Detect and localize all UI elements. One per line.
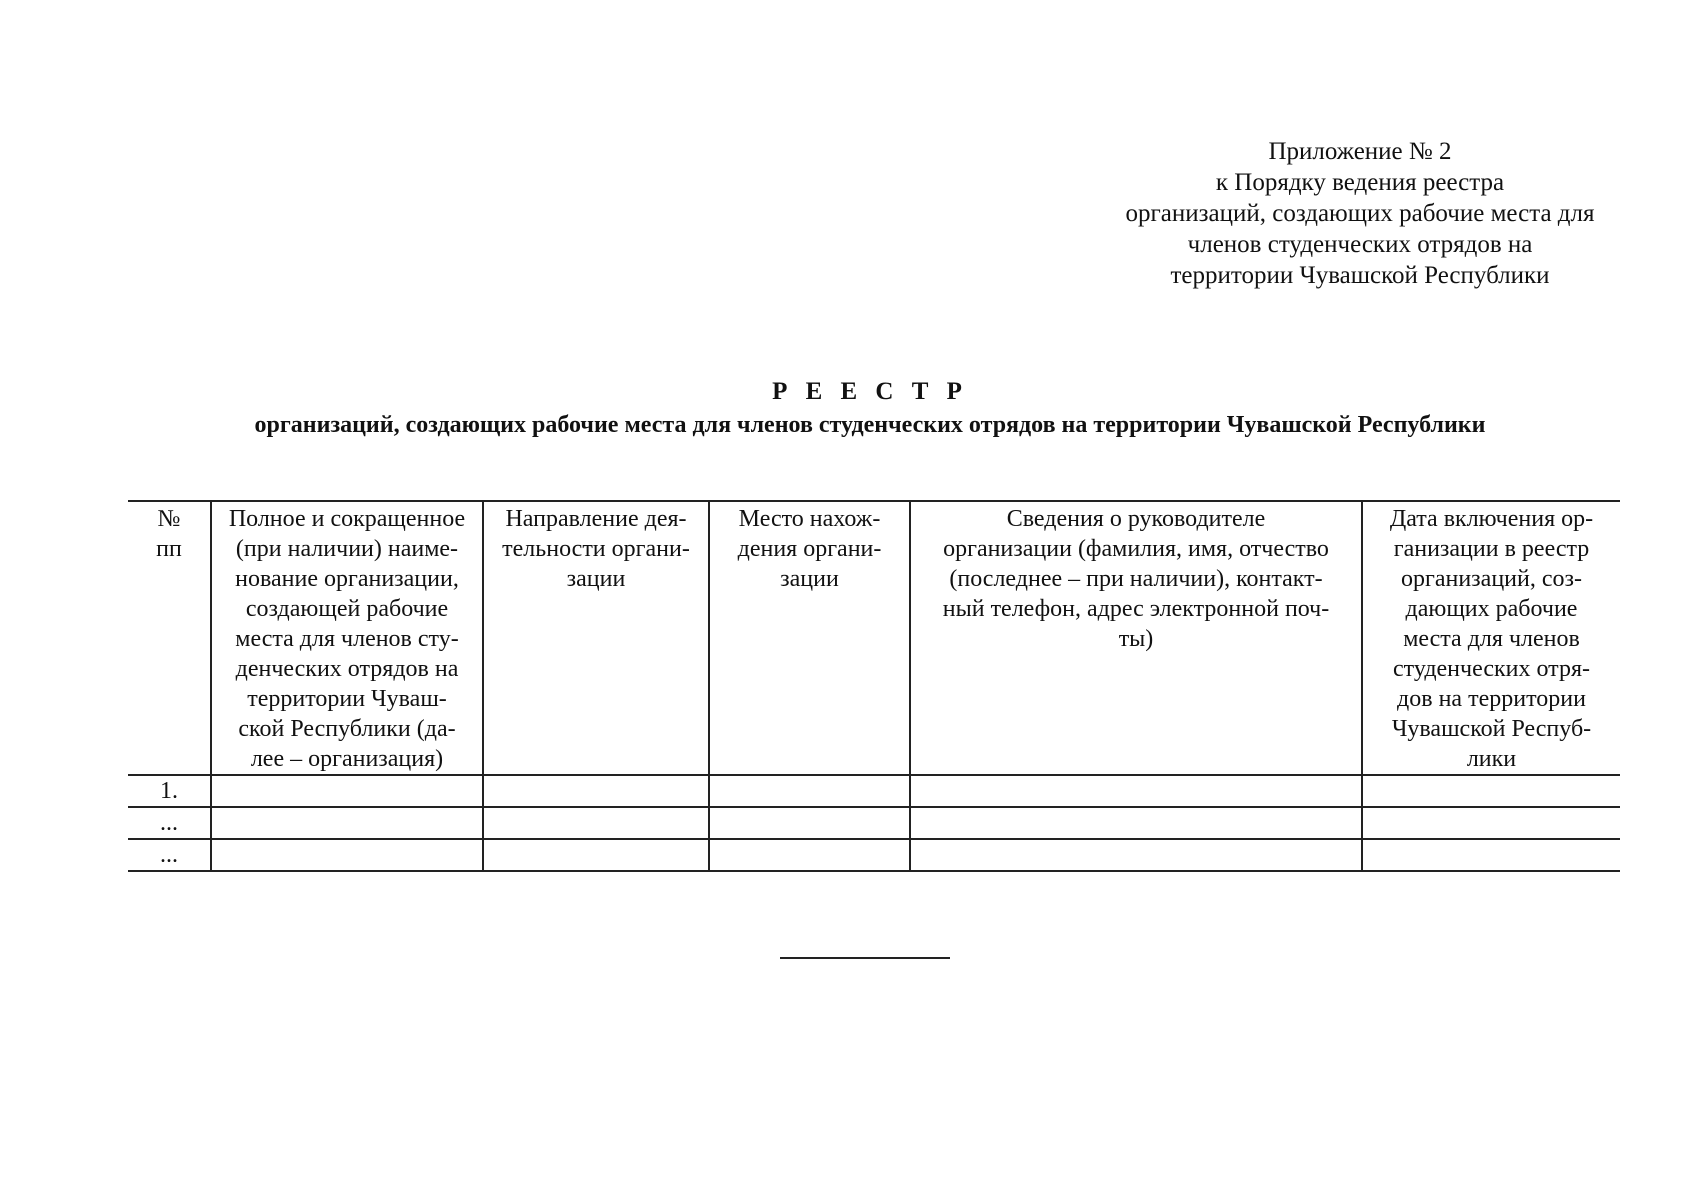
header-cell-location: Место нахож- дения органи- зации xyxy=(709,501,910,775)
table-cell xyxy=(910,839,1362,871)
appendix-line: территории Чувашской Республики xyxy=(1170,262,1550,289)
closing-divider-line xyxy=(780,957,950,959)
table-cell xyxy=(1362,839,1620,871)
row-number-cell: ... xyxy=(128,839,211,871)
table-cell xyxy=(1362,807,1620,839)
table-cell xyxy=(483,775,709,807)
header-cell-organization-name: Полное и сокращенное (при наличии) наиме- нование организации, создающей рабочие места для членов сту- денческих отрядов на территории Чуваш- ской Республики (да- лее – организация) xyxy=(211,501,483,775)
table-cell xyxy=(709,839,910,871)
registry-table xyxy=(128,500,1620,872)
header-cell-manager-info: Сведения о руководителе организации (фамилия, имя, отчество (последнее – при наличии), контакт- ный телефон, адрес электронной поч- ты) xyxy=(910,501,1362,775)
table-row xyxy=(128,839,1620,871)
table-cell xyxy=(1362,775,1620,807)
row-number-cell: ... xyxy=(128,807,211,839)
table-cell xyxy=(709,775,910,807)
table-cell xyxy=(483,839,709,871)
table-cell xyxy=(910,775,1362,807)
appendix-line: Приложение № 2 xyxy=(1268,138,1452,165)
header-cell-inclusion-date: Дата включения ор- ганизации в реестр организаций, соз- дающих рабочие места для членов студенческих отря- дов на территории Чувашской Респуб- лики xyxy=(1362,501,1620,775)
table-cell xyxy=(483,807,709,839)
table-cell xyxy=(211,775,483,807)
table-cell xyxy=(211,807,483,839)
table-header-row xyxy=(128,501,1620,775)
document-title: Р Е Е С Т Р xyxy=(772,378,968,405)
row-number-cell: 1. xyxy=(128,775,211,807)
header-cell-activity: Направление дея- тельности органи- зации xyxy=(483,501,709,775)
table-cell xyxy=(709,807,910,839)
document-subtitle: организаций, создающих рабочие места для членов студенческих отрядов на территории Чувашской Республики xyxy=(254,412,1486,438)
table-row xyxy=(128,775,1620,807)
appendix-block xyxy=(1090,136,1630,291)
header-cell-number: № пп xyxy=(128,501,211,775)
table-row xyxy=(128,807,1620,839)
appendix-line: к Порядку ведения реестра xyxy=(1215,169,1505,196)
appendix-line: членов студенческих отрядов на xyxy=(1187,231,1533,258)
table-cell xyxy=(211,839,483,871)
table-cell xyxy=(910,807,1362,839)
appendix-line: организаций, создающих рабочие места для xyxy=(1125,200,1595,227)
